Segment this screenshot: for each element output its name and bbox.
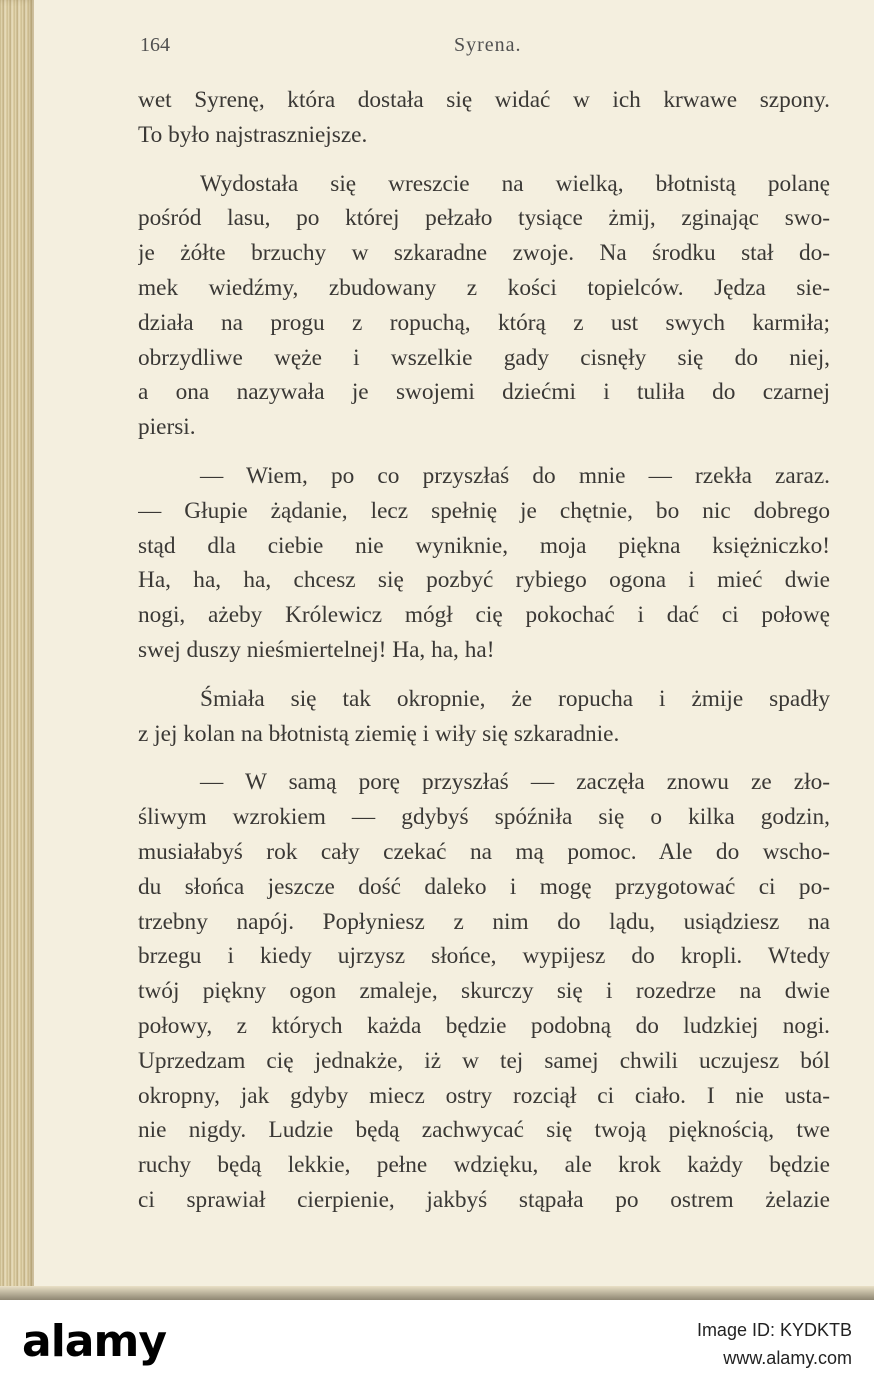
running-header: [138, 34, 828, 60]
text-line: — Głupie żądanie, lecz spełnię je chętnie, bo nic dobrego: [138, 497, 830, 524]
text-line: nogi, ażeby Królewicz mógł cię pokochać i dać ci połowę: [138, 602, 830, 629]
text-line: trzebny napój. Popłyniesz z nim do lądu, usiądziesz na: [138, 908, 830, 935]
text-line: obrzydliwe węże i wszelkie gady cisnęły się do niej,: [138, 344, 830, 371]
text-line: z jej kolan na błotnistą ziemię i wiły się szkaradnie.: [138, 720, 620, 747]
paragraph: [138, 682, 830, 752]
paragraph-gap: [138, 751, 830, 765]
paragraph: [138, 459, 830, 668]
text-line: okropny, jak gdyby miecz ostry rozciął ci ciało. I nie usta-: [138, 1082, 830, 1109]
paragraph: [138, 765, 830, 1217]
site-url: www.alamy.com: [723, 1348, 852, 1368]
text-line: je żółte brzuchy w szkaradne zwoje. Na środku stał do-: [138, 240, 830, 267]
text-line: a ona nazywała je swojemi dziećmi i tuliła do czarnej: [138, 379, 830, 406]
text-line: mek wiedźmy, zbudowany z kości topielców. Jędza sie-: [138, 274, 830, 301]
text-line: To było najstraszniejsze.: [138, 121, 368, 148]
image-id-label: Image ID: KYDKTB: [696, 1320, 852, 1340]
text-line: stąd dla ciebie nie wyniknie, moja piękna księżniczko!: [138, 532, 830, 559]
page-edge-stack: [0, 0, 34, 1300]
text-line: działa na progu z ropuchą, którą z ust swych karmiła;: [138, 309, 830, 336]
page-bottom-edge: [0, 1286, 874, 1300]
text-line: ci sprawiał cierpienie, jakbyś stąpała po ostrem żelazie: [138, 1186, 830, 1213]
body-text: [138, 83, 830, 1218]
text-line: twój piękny ogon zmaleje, skurczy się i rozedrze na dwie: [138, 978, 830, 1005]
text-line: — W samą porę przyszłaś — zaczęła znowu ze zło-: [200, 769, 830, 796]
paragraph: [138, 83, 830, 153]
paragraph: [138, 167, 830, 445]
text-line: połowy, z których każda będzie podobną do ludzkiej nogi.: [138, 1012, 830, 1039]
text-line: swej duszy nieśmiertelnej! Ha, ha, ha!: [138, 636, 495, 663]
paragraph-gap: [138, 668, 830, 682]
text-line: wet Syrenę, która dostała się widać w ich krwawe szpony.: [138, 87, 830, 113]
text-line: ruchy będą lekkie, pełne wdzięku, ale krok każdy będzie: [138, 1152, 830, 1179]
running-title: Syrena.: [454, 34, 522, 56]
text-line: du słońca jeszcze dość daleko i mogę przygotować ci po-: [138, 873, 830, 900]
text-line: musiałabyś rok cały czekać na mą pomoc. Ale do wscho-: [138, 838, 830, 865]
page-number: 164: [140, 34, 170, 56]
text-line: Śmiała się tak okropnie, że ropucha i żmije spadły: [200, 685, 830, 712]
text-line: Wydostała się wreszcie na wielką, błotnistą polanę: [200, 170, 830, 197]
text-line: piersi.: [138, 414, 196, 441]
paragraph-gap: [138, 445, 830, 459]
text-line: śliwym wzrokiem — gdybyś spóźniła się o kilka godzin,: [138, 804, 830, 831]
text-line: Uprzedzam cię jednakże, iż w tej samej chwili uczujesz ból: [138, 1047, 830, 1074]
text-line: nie nigdy. Ludzie będą zachwycać się twoją pięknością, twe: [138, 1117, 830, 1144]
stock-watermark-footer: [0, 1300, 874, 1390]
text-line: Ha, ha, ha, chcesz się pozbyć rybiego ogona i mieć dwie: [138, 567, 830, 594]
paragraph-gap: [138, 153, 830, 167]
text-line: pośród lasu, po której pełzało tysiące żmij, zginając swo-: [138, 205, 830, 232]
text-line: — Wiem, po co przyszłaś do mnie — rzekła zaraz.: [200, 462, 830, 489]
alamy-logo: alamy: [22, 1316, 166, 1367]
text-line: brzegu i kiedy ujrzysz słońce, wypijesz do kropli. Wtedy: [138, 943, 830, 970]
